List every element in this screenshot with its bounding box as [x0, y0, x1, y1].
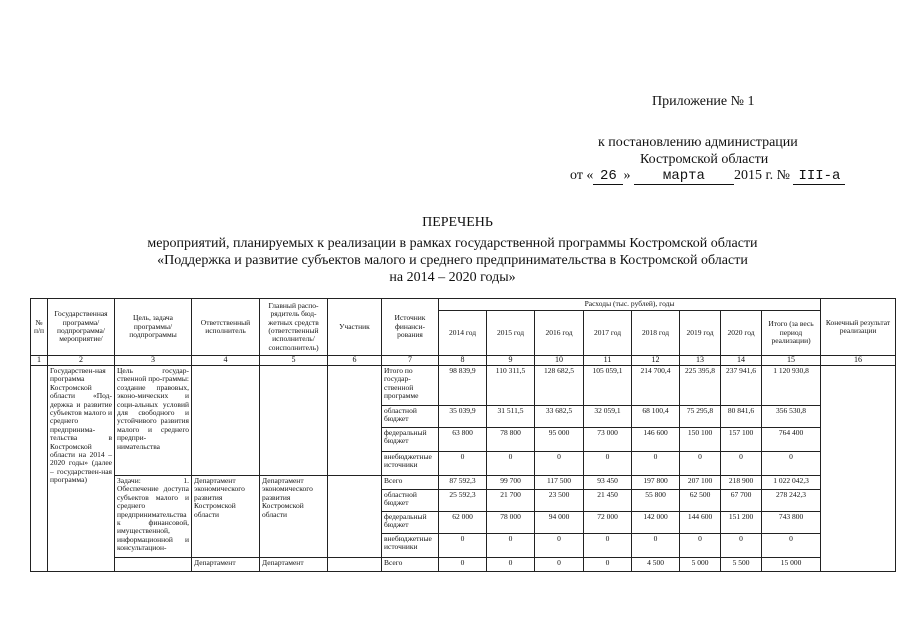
header-total: Итого (за весь период реализации): [762, 311, 821, 356]
index-cell: 7: [382, 356, 439, 366]
value-cell: 237 941,6: [721, 366, 762, 406]
header-responsible: Ответственный исполнитель: [192, 299, 260, 356]
value-cell: 105 059,1: [584, 366, 632, 406]
value-cell: 0: [721, 452, 762, 476]
source-cell: федеральный бюджет: [382, 428, 439, 452]
total-cell: 0: [762, 534, 821, 558]
value-cell: 33 682,5: [535, 406, 584, 428]
value-cell: 151 200: [721, 512, 762, 534]
index-cell: 2: [48, 356, 115, 366]
value-cell: 95 000: [535, 428, 584, 452]
value-cell: 21 450: [584, 490, 632, 512]
source-cell: областной бюджет: [382, 490, 439, 512]
value-cell: 0: [632, 534, 680, 558]
date-year: 2015 г. №: [733, 168, 790, 183]
header-y2015: 2015 год: [487, 311, 535, 356]
value-cell: 150 100: [680, 428, 721, 452]
task-cell: Задачи: 1. Обеспечение доступа субъектов малого и среднего предпринимательства к финансовой, имущественной, информационной и консультацион-: [115, 476, 192, 558]
value-cell: 94 000: [535, 512, 584, 534]
value-cell: 218 900: [721, 476, 762, 490]
title-line-1: ПЕРЕЧЕНЬ: [422, 215, 493, 230]
document-title: [0, 214, 905, 286]
header-y2020: 2020 год: [721, 311, 762, 356]
resolution-date-line: [570, 168, 845, 185]
value-cell: 63 800: [439, 428, 487, 452]
value-cell: 0: [439, 452, 487, 476]
total-cell: 743 800: [762, 512, 821, 534]
responsible-cell: [192, 366, 260, 476]
total-cell: 15 000: [762, 558, 821, 572]
manager-cell: [260, 366, 328, 476]
header-y2016: 2016 год: [535, 311, 584, 356]
value-cell: 5 000: [680, 558, 721, 572]
index-cell: 3: [115, 356, 192, 366]
program-name-cell: Государствен-ная программа Костромской области «Под-держка и развитие субъектов малого и среднего предпринима-тельства в Костромской области на 2014 – 2020 годы» (далее – государствен-ная программа): [48, 366, 115, 572]
source-cell: внебюджетные источники: [382, 534, 439, 558]
value-cell: 0: [721, 534, 762, 558]
value-cell: 62 000: [439, 512, 487, 534]
index-cell: 5: [260, 356, 328, 366]
responsible-cell: Департамент экономического развития Костромской области: [192, 476, 260, 558]
header-result: Конечный результат реализации: [821, 299, 896, 356]
row-num-cell: [31, 366, 48, 572]
header-program: Государственная программа/ подпрограмма/ мероприятие/: [48, 299, 115, 356]
value-cell: 87 592,3: [439, 476, 487, 490]
value-cell: 225 395,8: [680, 366, 721, 406]
title-line-4: на 2014 – 2020 годы»: [389, 270, 516, 285]
goal-cell: Цель государ-ственной про-граммы: создание правовых, эконо-мических и соци-альных условий для свободного и устойчивого развития малого и среднего предпри-нимательства: [115, 366, 192, 476]
source-cell: федеральный бюджет: [382, 512, 439, 534]
value-cell: 0: [439, 558, 487, 572]
value-cell: 78 800: [487, 428, 535, 452]
value-cell: 0: [680, 452, 721, 476]
source-cell: Итого по государ-ственной программе: [382, 366, 439, 406]
header-num: № п/п: [31, 299, 48, 356]
value-cell: 157 100: [721, 428, 762, 452]
index-cell: 8: [439, 356, 487, 366]
date-day: 26: [593, 168, 623, 185]
index-cell: 1: [31, 356, 48, 366]
value-cell: 117 500: [535, 476, 584, 490]
activities-table: [30, 298, 896, 572]
value-cell: 197 800: [632, 476, 680, 490]
value-cell: 23 500: [535, 490, 584, 512]
header-participant: Участник: [328, 299, 382, 356]
value-cell: 5 500: [721, 558, 762, 572]
resolution-label: к постановлению администрации: [598, 135, 798, 150]
header-y2019: 2019 год: [680, 311, 721, 356]
table-row: [31, 476, 896, 490]
header-y2014: 2014 год: [439, 311, 487, 356]
manager-cell: Департамент экономического развития Костромской области: [260, 476, 328, 558]
value-cell: 35 039,9: [439, 406, 487, 428]
value-cell: 0: [439, 534, 487, 558]
appendix-label: Приложение № 1: [652, 94, 755, 109]
value-cell: 55 800: [632, 490, 680, 512]
value-cell: 0: [584, 534, 632, 558]
source-cell: внебюджетные источники: [382, 452, 439, 476]
date-prefix: от «: [570, 168, 594, 183]
value-cell: 78 000: [487, 512, 535, 534]
value-cell: 0: [584, 452, 632, 476]
value-cell: 142 000: [632, 512, 680, 534]
value-cell: 0: [487, 452, 535, 476]
index-cell: 4: [192, 356, 260, 366]
date-mid: »: [623, 168, 631, 183]
value-cell: 0: [632, 452, 680, 476]
title-line-2: мероприятий, планируемых к реализации в рамках государственной программы Костромской области: [147, 236, 758, 251]
value-cell: 99 700: [487, 476, 535, 490]
manager-cell: Департамент: [260, 558, 328, 572]
value-cell: 0: [535, 452, 584, 476]
index-cell: 15: [762, 356, 821, 366]
table-row: [31, 366, 896, 406]
index-cell: 10: [535, 356, 584, 366]
participant-cell: [328, 366, 382, 476]
value-cell: 31 511,5: [487, 406, 535, 428]
total-cell: 1 022 042,3: [762, 476, 821, 490]
source-cell: Всего: [382, 558, 439, 572]
value-cell: 214 700,4: [632, 366, 680, 406]
title-line-3: «Поддержка и развитие субъектов малого и среднего предпринимательства в Костромской области: [157, 253, 748, 268]
value-cell: 128 682,5: [535, 366, 584, 406]
total-cell: 278 242,3: [762, 490, 821, 512]
index-cell: 12: [632, 356, 680, 366]
header-row-1: [31, 299, 896, 311]
header-expenses: Расходы (тыс. рублей), годы: [439, 299, 821, 311]
participant-cell: [328, 476, 382, 558]
source-cell: Всего: [382, 476, 439, 490]
date-month: марта: [634, 168, 734, 185]
goal-cell-cont: [115, 558, 192, 572]
total-cell: 356 530,8: [762, 406, 821, 428]
index-cell: 11: [584, 356, 632, 366]
value-cell: 4 500: [632, 558, 680, 572]
value-cell: 98 839,9: [439, 366, 487, 406]
header-manager: Главный распо-рядитель бюд-жетных средств (ответственный исполнитель/ соисполнитель): [260, 299, 328, 356]
value-cell: 0: [487, 534, 535, 558]
value-cell: 0: [535, 558, 584, 572]
responsible-cell: Департамент: [192, 558, 260, 572]
value-cell: 0: [535, 534, 584, 558]
header-y2018: 2018 год: [632, 311, 680, 356]
index-cell: 9: [487, 356, 535, 366]
value-cell: 62 500: [680, 490, 721, 512]
value-cell: 93 450: [584, 476, 632, 490]
index-row: [31, 356, 896, 366]
value-cell: 207 100: [680, 476, 721, 490]
header-goal: Цель, задача программы/ подпрограммы: [115, 299, 192, 356]
value-cell: 67 700: [721, 490, 762, 512]
total-cell: 0: [762, 452, 821, 476]
header-y2017: 2017 год: [584, 311, 632, 356]
value-cell: 75 295,8: [680, 406, 721, 428]
value-cell: 80 841,6: [721, 406, 762, 428]
value-cell: 0: [680, 534, 721, 558]
value-cell: 21 700: [487, 490, 535, 512]
header-source: Источник финанси-рования: [382, 299, 439, 356]
value-cell: 144 600: [680, 512, 721, 534]
index-cell: 14: [721, 356, 762, 366]
value-cell: 73 000: [584, 428, 632, 452]
value-cell: 146 600: [632, 428, 680, 452]
total-cell: 1 120 930,8: [762, 366, 821, 406]
index-cell: 13: [680, 356, 721, 366]
table-row: [31, 558, 896, 572]
result-cell: [821, 366, 896, 572]
value-cell: 0: [584, 558, 632, 572]
value-cell: 32 059,1: [584, 406, 632, 428]
total-cell: 764 400: [762, 428, 821, 452]
index-cell: 16: [821, 356, 896, 366]
value-cell: 110 311,5: [487, 366, 535, 406]
resolution-number: III-а: [793, 168, 845, 185]
index-cell: 6: [328, 356, 382, 366]
source-cell: областной бюджет: [382, 406, 439, 428]
region-label: Костромской области: [640, 152, 769, 167]
value-cell: 68 100,4: [632, 406, 680, 428]
value-cell: 72 000: [584, 512, 632, 534]
value-cell: 25 592,3: [439, 490, 487, 512]
participant-cell: [328, 558, 382, 572]
value-cell: 0: [487, 558, 535, 572]
